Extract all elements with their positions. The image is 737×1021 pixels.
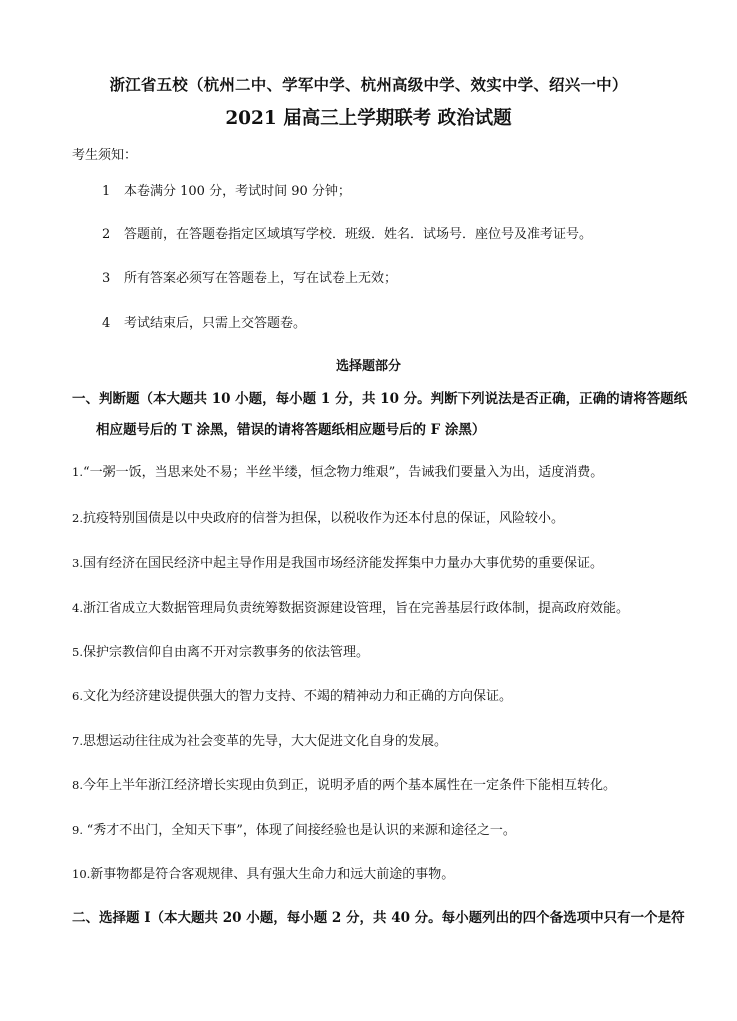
- question-text: 国有经济在国民经济中起主导作用是我国市场经济能发挥集中力量办大事优势的重要保证。: [82, 556, 603, 571]
- question-item: [72, 597, 629, 616]
- question-text: “秀才不出门，全知天下事”，体现了间接经验也是认识的来源和途径之一。: [86, 823, 516, 838]
- question-number: 2.: [72, 511, 83, 525]
- question-number: 8.: [72, 778, 83, 792]
- notice-item-number: 1: [102, 184, 111, 199]
- exam-title-schools: 浙江省五校（杭州二中、学军中学、杭州高级中学、效实中学、绍兴一中）: [109, 75, 628, 94]
- notice-item: [102, 223, 592, 242]
- question-item: [72, 641, 369, 660]
- question-text: “一粥一饭，当思来处不易；半丝半缕，恒念物力维艰”，告诫我们要量入为出，适度消费。: [82, 465, 604, 480]
- notice-item-text: 所有答案必须写在答题卷上，写在试卷上无效；: [124, 271, 398, 286]
- notice-item-number: 2: [102, 227, 111, 242]
- notice-heading: 考生须知：: [72, 148, 138, 163]
- question-text: 今年上半年浙江经济增长实现由负到正，说明矛盾的两个基本属性在一定条件下能相互转化。: [82, 778, 616, 793]
- question-item: [72, 774, 616, 793]
- notice-item-number: 3: [102, 271, 111, 286]
- question-text: 浙江省成立大数据管理局负责统筹数据资源建设管理，旨在完善基层行政体制，提高政府效能。: [82, 601, 629, 616]
- question-text: 思想运动往往成为社会变革的先导，大大促进文化自身的发展。: [82, 734, 447, 749]
- notice-item-text: 考试结束后，只需上交答题卷。: [124, 316, 307, 331]
- question-item: [72, 507, 564, 526]
- question-number: 5.: [72, 645, 83, 659]
- exam-title-subject: 2021 届高三上学期联考 政治试题: [225, 108, 512, 129]
- question-text: 保护宗教信仰自由离不开对宗教事务的依法管理。: [82, 645, 369, 660]
- question-item: [72, 730, 447, 749]
- section-title: 选择题部分: [335, 359, 401, 374]
- notice-item: [102, 267, 397, 286]
- question-number: 10.: [72, 867, 91, 881]
- question-number: 4.: [72, 601, 83, 615]
- notice-item: [102, 312, 306, 331]
- notice-item-number: 4: [102, 316, 111, 331]
- notice-item-text: 答题前，在答题卷指定区域填写学校．班级．姓名．试场号．座位号及准考证号。: [124, 227, 593, 242]
- question-item: [72, 552, 603, 571]
- notice-item: [102, 180, 351, 199]
- question-item: [72, 685, 512, 704]
- question-text: 文化为经济建设提供强大的智力支持、不竭的精神动力和正确的方向保证。: [82, 689, 512, 704]
- part2-instructions-line1: 二、选择题 I（本大题共 20 小题，每小题 2 分，共 40 分。每小题列出的四个备选项中只有一个是符: [72, 910, 685, 926]
- part1-instructions-line1: 一、判断题（本大题共 10 小题，每小题 1 分，共 10 分。判断下列说法是否正确，正确的请将答题纸: [72, 391, 688, 407]
- question-item: [72, 819, 516, 838]
- question-text: 抗疫特别国债是以中央政府的信誉为担保，以税收作为还本付息的保证，风险较小。: [82, 511, 564, 526]
- question-number: 9.: [72, 823, 87, 837]
- question-number: 6.: [72, 689, 83, 703]
- question-number: 1.: [72, 465, 83, 479]
- question-number: 3.: [72, 556, 83, 570]
- question-item: [72, 863, 454, 882]
- question-text: 新事物都是符合客观规律、具有强大生命力和远大前途的事物。: [90, 867, 455, 882]
- question-item: [72, 461, 603, 480]
- part1-instructions-line2: 相应题号后的 T 涂黑，错误的请将答题纸相应题号后的 F 涂黑）: [96, 422, 486, 438]
- question-number: 7.: [72, 734, 83, 748]
- notice-item-text: 本卷满分 100 分，考试时间 90 分钟；: [124, 184, 351, 199]
